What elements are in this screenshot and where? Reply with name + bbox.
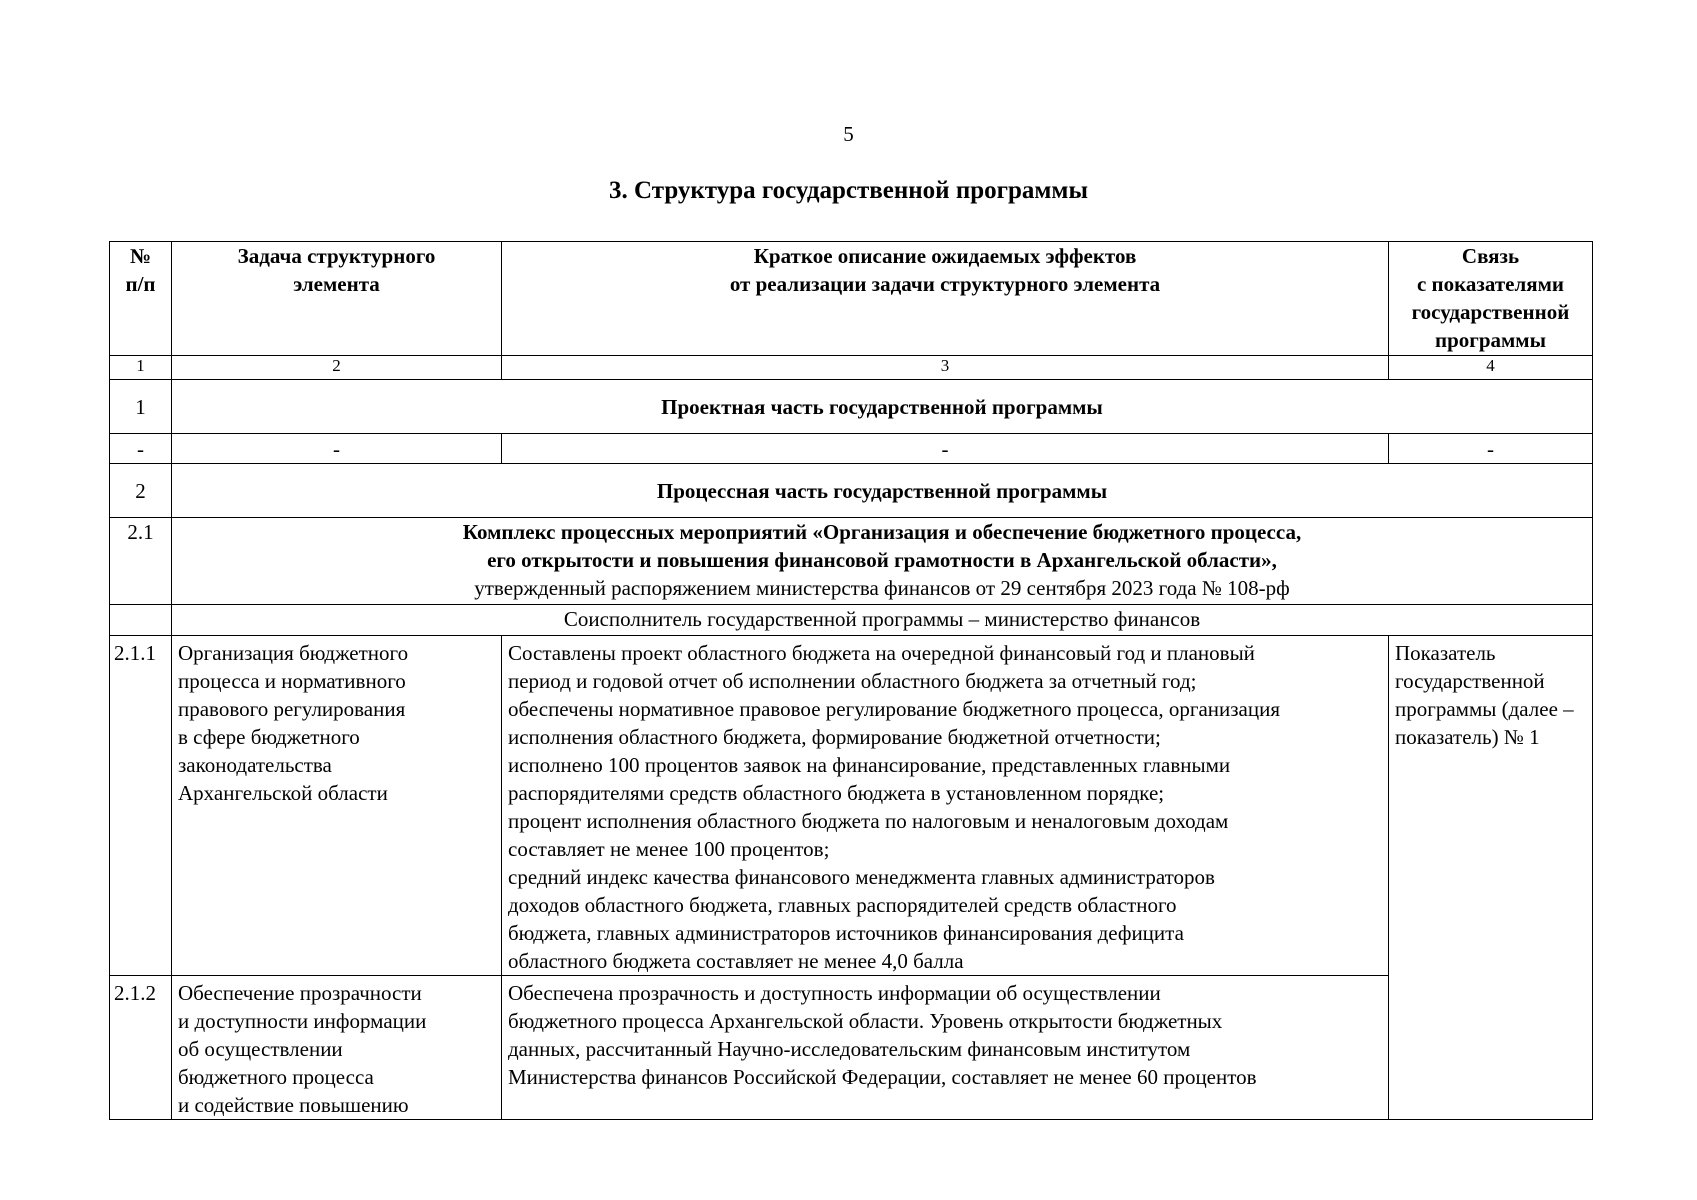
- column-number-row: [110, 356, 1593, 380]
- table-header-row: [110, 242, 1593, 356]
- complex-description: [172, 518, 1593, 605]
- table-row: [110, 636, 1593, 976]
- header-task: Задача структурного элемента: [172, 242, 502, 356]
- description-cell: Обеспечена прозрачность и доступность информации об осуществлении бюджетного процесса Архангельской области. Уровень открытости бюджетных данных, рассчитанный Научно-исследовательским финансовым институтом Министерства финансов Российской Федерации, составляет не менее 60 процентов: [502, 976, 1389, 1120]
- column-number: 3: [502, 356, 1389, 380]
- row-number: 2.1: [110, 518, 172, 605]
- header-description: Краткое описание ожидаемых эффектов от реализации задачи структурного элемента: [502, 242, 1389, 356]
- indicator-link-cell: Показатель государственной программы (далее – показатель) № 1: [1389, 636, 1593, 1120]
- row-number: 1: [110, 380, 172, 434]
- coexecutor-text: Соисполнитель государственной программы – министерство финансов: [172, 605, 1593, 636]
- header-num: № п/п: [110, 242, 172, 356]
- task-cell: Организация бюджетного процесса и нормативного правового регулирования в сфере бюджетного законодательства Архангельской области: [172, 636, 502, 976]
- row-number: 2: [110, 464, 172, 518]
- empty-cell: [110, 605, 172, 636]
- row-number: 2.1.2: [110, 976, 172, 1120]
- page-number: 5: [843, 122, 854, 146]
- column-number: 4: [1389, 356, 1593, 380]
- project-part-row: [110, 380, 1593, 434]
- complex-title-line: его открытости и повышения финансовой грамотности в Архангельской области»,: [487, 548, 1277, 572]
- column-number: 2: [172, 356, 502, 380]
- program-structure-table: [109, 241, 1593, 1120]
- section-title: 3. Структура государственной программы: [609, 177, 1088, 204]
- dash-cell: -: [110, 434, 172, 464]
- empty-dash-row: [110, 434, 1593, 464]
- dash-cell: -: [502, 434, 1389, 464]
- complex-approval-line: утвержденный распоряжением министерства финансов от 29 сентября 2023 года № 108-рф: [474, 576, 1290, 600]
- process-part-title: Процессная часть государственной программы: [172, 464, 1593, 518]
- description-cell: Составлены проект областного бюджета на очередной финансовый год и плановый период и годовой отчет об исполнении областного бюджета за отчетный год; обеспечены нормативное правовое регулирование бюджетного процесса, организация исполнения областного бюджета, формирование бюджетной отчетности; исполнено 100 процентов заявок на финансирование, представленных главными распорядителями средств областного бюджета в установленном порядке; процент исполнения областного бюджета по налоговым и неналоговым доходам составляет не менее 100 процентов; средний индекс качества финансового менеджмента главных администраторов доходов областного бюджета, главных распорядителей средств областного бюджета, главных администраторов источников финансирования дефицита областного бюджета составляет не менее 4,0 балла: [502, 636, 1389, 976]
- coexecutor-row: [110, 605, 1593, 636]
- complex-title-line: Комплекс процессных мероприятий «Организация и обеспечение бюджетного процесса,: [462, 520, 1302, 544]
- complex-row: [110, 518, 1593, 605]
- dash-cell: -: [172, 434, 502, 464]
- header-indicator-link: Связь с показателями государственной программы: [1389, 242, 1593, 356]
- column-number: 1: [110, 356, 172, 380]
- dash-cell: -: [1389, 434, 1593, 464]
- project-part-title: Проектная часть государственной программы: [172, 380, 1593, 434]
- task-cell: Обеспечение прозрачности и доступности информации об осуществлении бюджетного процесса и содействие повышению: [172, 976, 502, 1120]
- table-row: [110, 976, 1593, 1120]
- row-number: 2.1.1: [110, 636, 172, 976]
- process-part-row: [110, 464, 1593, 518]
